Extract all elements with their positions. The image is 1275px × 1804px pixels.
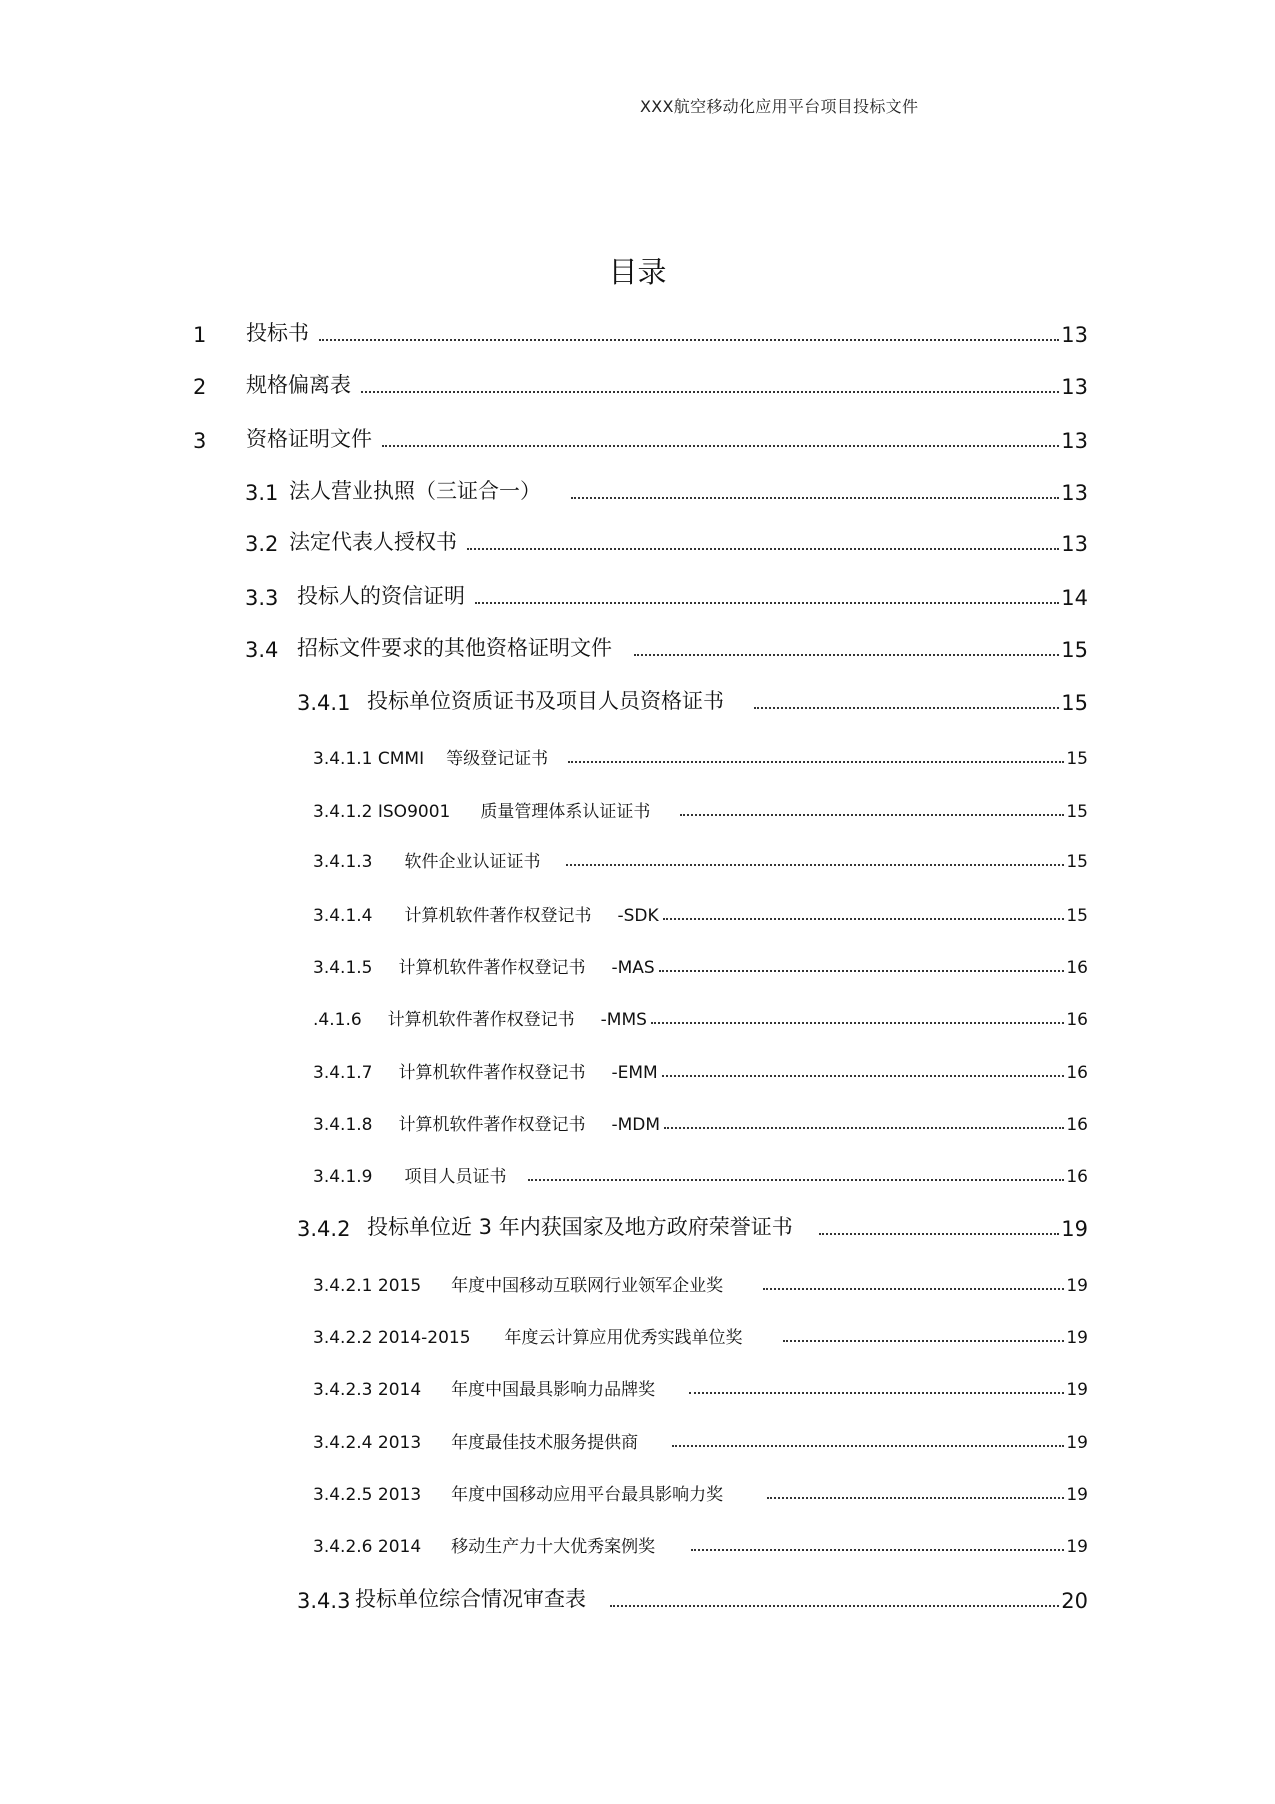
toc-entry[interactable]: [193, 369, 1088, 399]
toc-entry-number: 3.4.1.3: [313, 852, 373, 872]
toc-entry-label: 年度最佳技术服务提供商: [451, 1433, 639, 1453]
toc-entry-page: 13: [1061, 375, 1088, 399]
dot-leader: [767, 1497, 1064, 1499]
toc-entry[interactable]: [313, 792, 1088, 822]
dot-leader: [763, 1288, 1064, 1290]
toc-entry-suffix: -MDM: [611, 1115, 661, 1135]
toc-entry-page: 15: [1066, 802, 1088, 822]
toc-entry-number: 3.4.1.4: [313, 906, 373, 926]
toc-entry-page: 16: [1066, 1010, 1088, 1030]
toc-entry-page: 13: [1061, 323, 1088, 347]
toc-entry-page: 14: [1061, 586, 1088, 610]
toc-entry-page: 13: [1061, 481, 1088, 505]
toc-entry-number: 3.4.1.5: [313, 958, 373, 978]
toc-entry-label: 计算机软件著作权登记书: [387, 1010, 575, 1030]
toc-entry[interactable]: [245, 526, 1088, 556]
dot-leader: [783, 1340, 1065, 1342]
toc-entry-label: 招标文件要求的其他资格证明文件: [297, 636, 612, 660]
dot-leader: [634, 654, 1059, 656]
toc-entry-page: 13: [1061, 429, 1088, 453]
toc-entry-number: 3.4.1: [297, 691, 351, 715]
toc-entry-number: 3.4: [245, 638, 279, 662]
toc-entry[interactable]: [313, 1318, 1088, 1348]
dot-leader: [382, 445, 1059, 447]
dot-leader: [319, 339, 1059, 341]
toc-entry[interactable]: [313, 1266, 1088, 1296]
toc-entry-label: 计算机软件著作权登记书: [398, 1063, 586, 1083]
toc-entry-number: .4.1.6: [313, 1010, 362, 1030]
toc-entry-number: 3: [193, 429, 207, 453]
toc-entry-page: 19: [1066, 1537, 1088, 1557]
toc-entry-label: 计算机软件著作权登记书: [404, 906, 592, 926]
toc-entry-number: 3.4.2.1 2015: [313, 1276, 422, 1296]
toc-entry[interactable]: [313, 1105, 1088, 1135]
toc-entry-number: 3.4.1.2 ISO9001: [313, 802, 451, 822]
toc-entry[interactable]: [193, 423, 1088, 453]
toc-entry-page: 15: [1066, 749, 1088, 769]
toc-entry[interactable]: [313, 1053, 1088, 1083]
toc-entry[interactable]: [313, 842, 1088, 872]
dot-leader: [689, 1392, 1064, 1394]
dot-leader: [819, 1233, 1060, 1235]
dot-leader: [467, 548, 1059, 550]
toc-entry-number: 3.4.2.2 2014-2015: [313, 1328, 471, 1348]
toc-entry-label: 投标单位综合情况审查表: [355, 1587, 586, 1611]
toc-entry-page: 16: [1066, 958, 1088, 978]
toc-entry[interactable]: [313, 739, 1088, 769]
toc-entry-page: 19: [1066, 1276, 1088, 1296]
toc-entry-number: 3.4.2.5 2013: [313, 1485, 422, 1505]
toc-entry-label: 投标单位近 3 年内获国家及地方政府荣誉证书: [367, 1215, 793, 1239]
toc-entry[interactable]: [313, 1370, 1088, 1400]
toc-entry[interactable]: [245, 475, 1088, 505]
toc-entry-label: 年度中国移动应用平台最具影响力奖: [451, 1485, 724, 1505]
toc-entry[interactable]: [245, 580, 1088, 610]
dot-leader: [610, 1605, 1059, 1607]
toc-entry[interactable]: [313, 1423, 1088, 1453]
dot-leader: [663, 918, 1065, 920]
toc-entry-label: 质量管理体系认证证书: [480, 802, 651, 822]
toc-entry-label: 计算机软件著作权登记书: [398, 958, 586, 978]
toc-entry-page: 16: [1066, 1063, 1088, 1083]
toc-entry-number: 3.4.2.6 2014: [313, 1537, 422, 1557]
toc-entry-page: 19: [1061, 1217, 1088, 1241]
toc-entry-label: 年度中国最具影响力品牌奖: [451, 1380, 656, 1400]
toc-entry-page: 15: [1066, 852, 1088, 872]
toc-entry-number: 1: [193, 323, 207, 347]
toc-entry-page: 13: [1061, 532, 1088, 556]
toc-entry-number: 3.1: [245, 481, 279, 505]
dot-leader: [664, 1127, 1064, 1129]
toc-entry-label: 法定代表人授权书: [289, 530, 457, 554]
dot-leader: [672, 1445, 1064, 1447]
dot-leader: [662, 1075, 1065, 1077]
toc-entry-page: 15: [1061, 638, 1088, 662]
toc-entry-page: 20: [1061, 1589, 1088, 1613]
toc-entry-page: 19: [1066, 1380, 1088, 1400]
toc-entry-page: 16: [1066, 1115, 1088, 1135]
toc-entry-page: 15: [1066, 906, 1088, 926]
toc-entry[interactable]: [297, 685, 1088, 715]
toc-entry-number: 3.4.1.9: [313, 1167, 373, 1187]
toc-entry-page: 19: [1066, 1433, 1088, 1453]
dot-leader: [680, 814, 1064, 816]
dot-leader: [361, 391, 1059, 393]
toc-entry-label: 等级登记证书: [446, 749, 549, 769]
toc-entry-number: 3.3: [245, 586, 279, 610]
dot-leader: [568, 761, 1064, 763]
toc-entry-number: 2: [193, 375, 207, 399]
toc-entry-label: 投标单位资质证书及项目人员资格证书: [367, 689, 724, 713]
dot-leader: [754, 707, 1059, 709]
toc-entry-suffix: -MAS: [611, 958, 655, 978]
toc-title: 目录: [608, 255, 667, 289]
toc-entry-page: 19: [1066, 1328, 1088, 1348]
toc-entry-number: 3.4.1.1 CMMI: [313, 749, 425, 769]
dot-leader: [691, 1549, 1064, 1551]
toc-entry-number: 3.4.3: [297, 1589, 351, 1613]
dot-leader: [659, 970, 1065, 972]
toc-entry-label: 资格证明文件: [246, 427, 372, 451]
toc-entry-label: 法人营业执照（三证合一）: [289, 479, 541, 503]
toc-entry-page: 19: [1066, 1485, 1088, 1505]
toc-entry-label: 投标人的资信证明: [297, 584, 465, 608]
toc-entry-page: 16: [1066, 1167, 1088, 1187]
toc-entry[interactable]: [313, 1157, 1088, 1187]
toc-entry-suffix: -EMM: [611, 1063, 658, 1083]
toc-entry[interactable]: [193, 317, 1088, 347]
toc-entry[interactable]: [313, 1000, 1088, 1030]
toc-entry-number: 3.2: [245, 532, 279, 556]
dot-leader: [566, 864, 1064, 866]
toc-entry-suffix: -MMS: [600, 1010, 647, 1030]
toc-entry[interactable]: [313, 948, 1088, 978]
dot-leader: [528, 1179, 1064, 1181]
toc-entry-number: 3.4.2.4 2013: [313, 1433, 422, 1453]
dot-leader: [475, 602, 1059, 604]
toc-entry-label: 年度中国移动互联网行业领军企业奖: [451, 1276, 724, 1296]
toc-entry[interactable]: [245, 632, 1088, 662]
toc-entry-number: 3.4.2: [297, 1217, 351, 1241]
toc-entry-label: 项目人员证书: [404, 1167, 507, 1187]
toc-entry[interactable]: [313, 1475, 1088, 1505]
toc-entry-label: 计算机软件著作权登记书: [398, 1115, 586, 1135]
toc-entry-suffix: -SDK: [617, 906, 659, 926]
running-header: XXX航空移动化应用平台项目投标文件: [640, 97, 919, 116]
toc-entry[interactable]: [313, 896, 1088, 926]
toc-entry-label: 年度云计算应用优秀实践单位奖: [504, 1328, 743, 1348]
toc-entry-number: 3.4.1.7: [313, 1063, 373, 1083]
toc-entry-label: 移动生产力十大优秀案例奖: [451, 1537, 656, 1557]
toc-entry-label: 规格偏离表: [246, 373, 351, 397]
toc-entry[interactable]: [297, 1211, 1088, 1241]
toc-entry-label: 投标书: [246, 321, 309, 345]
toc-entry-number: 3.4.2.3 2014: [313, 1380, 422, 1400]
toc-entry-number: 3.4.1.8: [313, 1115, 373, 1135]
dot-leader: [571, 497, 1059, 499]
toc-entry[interactable]: [313, 1527, 1088, 1557]
toc-entry-page: 15: [1061, 691, 1088, 715]
toc-entry-label: 软件企业认证证书: [404, 852, 541, 872]
toc-entry[interactable]: [297, 1583, 1088, 1613]
dot-leader: [651, 1022, 1064, 1024]
